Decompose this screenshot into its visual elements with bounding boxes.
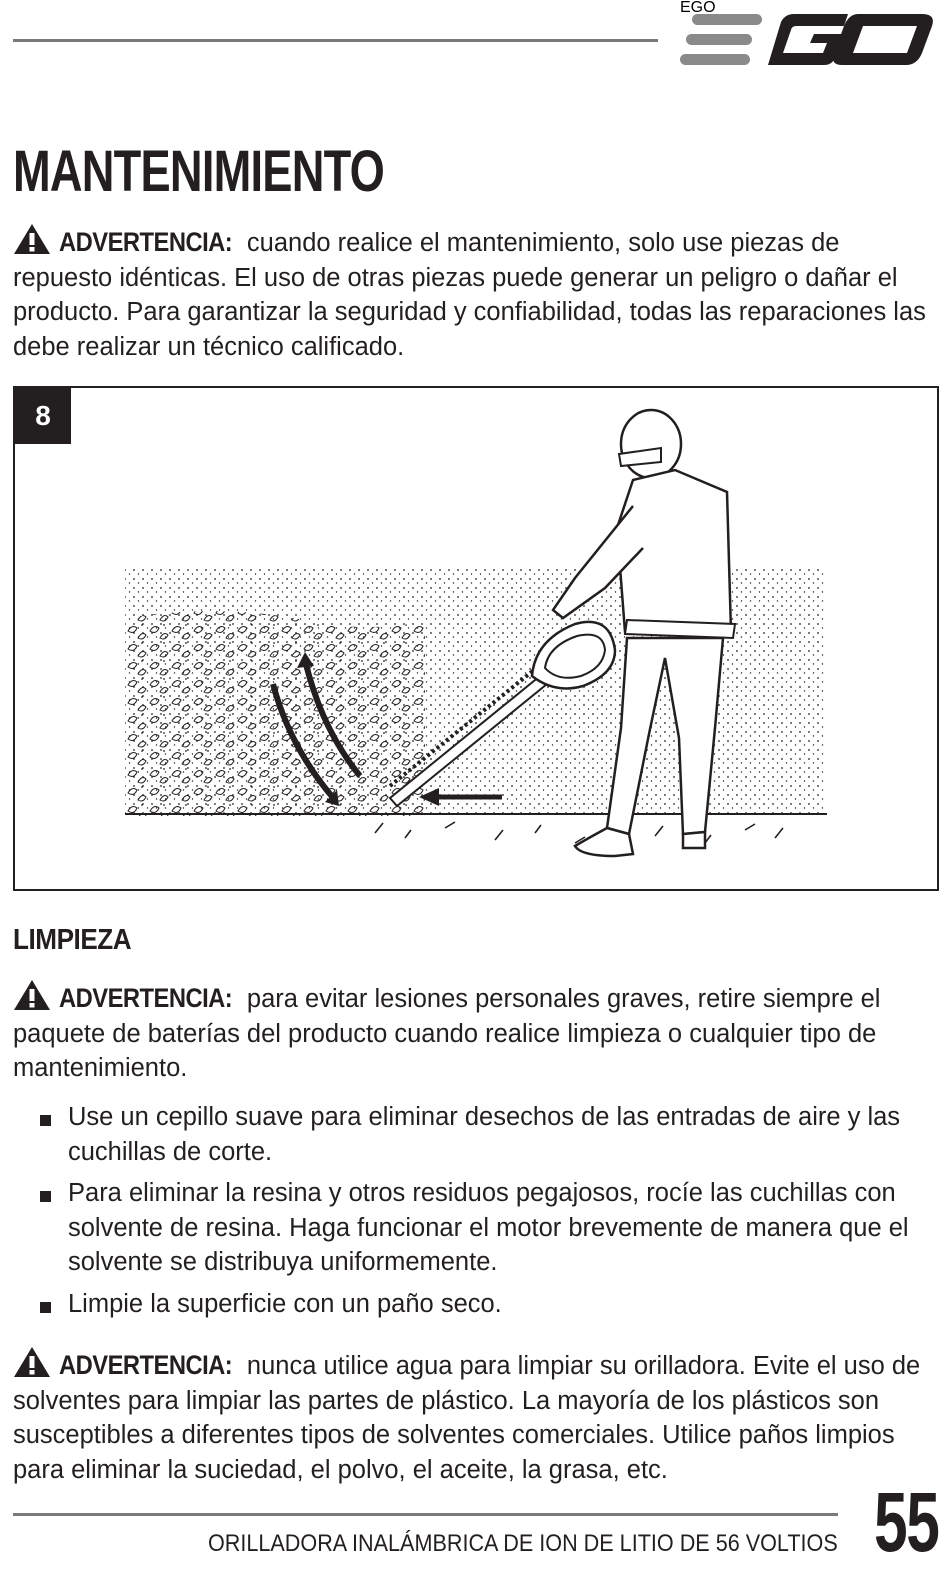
warning-replacement-parts xyxy=(13,223,938,364)
warning-remove-battery xyxy=(13,979,938,1086)
warning-label: ADVERTENCIA: xyxy=(59,983,233,1013)
list-item-text: Limpie la superficie con un paño seco. xyxy=(68,1289,502,1318)
cleaning-bullet-list xyxy=(40,1100,940,1329)
list-item xyxy=(40,1100,940,1169)
warning-text: nunca utilice agua para limpiar su orilladora. Evite el uso de solventes para limpiar las partes de plástico. La mayoría de los plásticos son susceptibles a diferentes tipos de solventes comerciales. Utilice paños limpios para eliminar la suciedad, el polvo, el aceite, la grasa, etc. xyxy=(13,1352,921,1484)
warning-text: para evitar lesiones personales graves, retire siempre el paquete de baterías del producto cuando realice limpieza o cualquier tipo de mantenimiento. xyxy=(13,985,881,1083)
square-bullet-icon xyxy=(40,1115,51,1126)
list-item xyxy=(40,1287,940,1322)
list-item-text: Use un cepillo suave para eliminar desechos de las entradas de aire y las cuchillas de corte. xyxy=(68,1103,901,1166)
warning-no-water xyxy=(13,1346,938,1487)
footer-product-title: ORILLADORA INALÁMBRICA DE ION DE LITIO DE 56 VOLTIOS xyxy=(208,1530,838,1557)
figure-8 xyxy=(13,386,939,891)
footer-rule xyxy=(13,1513,838,1516)
square-bullet-icon xyxy=(40,1302,51,1313)
list-item-text: Para eliminar la resina y otros residuos pegajosos, rocíe las cuchillas con solvente de resina. Haga funcionar el motor brevemente de manera que el solvente se distribuya uniformemente. xyxy=(68,1179,909,1277)
svg-text:EGO: EGO xyxy=(680,0,716,16)
page-number: 55 xyxy=(873,1475,938,1569)
warning-triangle-icon xyxy=(13,223,51,255)
warning-label: ADVERTENCIA: xyxy=(59,1350,233,1380)
warning-triangle-icon xyxy=(13,979,51,1011)
list-item xyxy=(40,1176,940,1280)
warning-text: cuando realice el mantenimiento, solo use piezas de repuesto idénticas. El uso de otras piezas puede generar un peligro o dañar el producto. Para garantizar la seguridad y confiabilidad, todas las reparaciones las debe realizar un técnico calificado. xyxy=(13,229,926,361)
square-bullet-icon xyxy=(40,1191,51,1202)
cleaning-heading: LIMPIEZA xyxy=(13,924,132,956)
warning-label: ADVERTENCIA: xyxy=(59,227,233,257)
figure-number: 8 xyxy=(15,388,71,444)
header-rule xyxy=(13,39,658,42)
warning-triangle-icon xyxy=(13,1346,51,1378)
ego-logo xyxy=(680,0,936,68)
hedge-trimming-illustration xyxy=(15,388,937,889)
page-title: MANTENIMIENTO xyxy=(13,139,385,204)
